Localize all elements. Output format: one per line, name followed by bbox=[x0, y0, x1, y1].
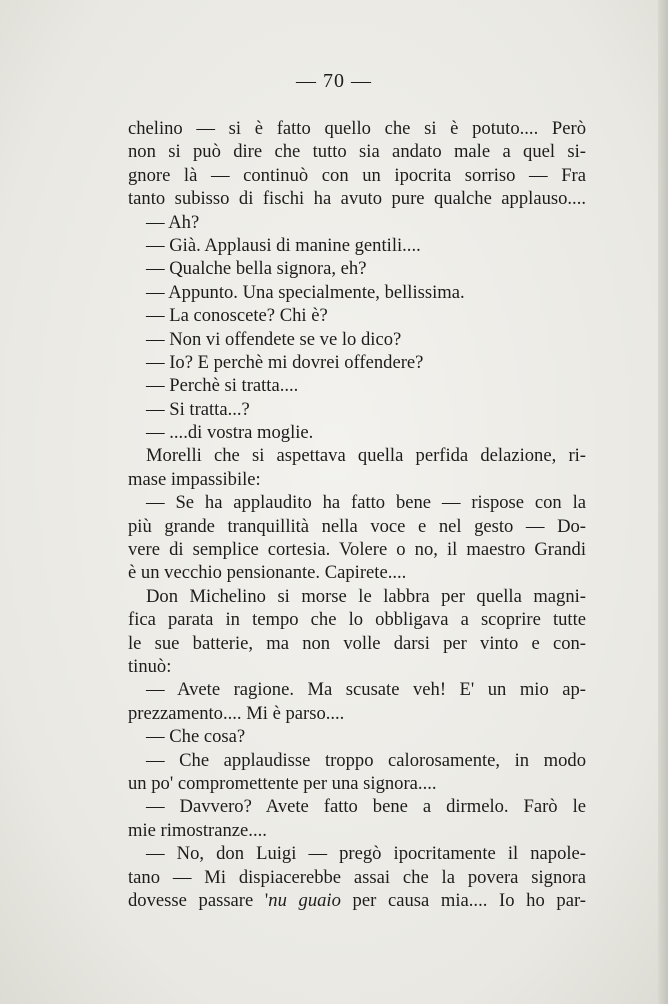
text-line: un po' compromettente per una signora.... bbox=[128, 772, 437, 794]
text-line: — Già. Applausi di manine gentili.... bbox=[146, 234, 421, 256]
text-line: è un vecchio pensionante. Capirete.... bbox=[128, 562, 407, 584]
text-line: mase impassibile: bbox=[128, 468, 261, 490]
text-line: Don Michelino si morse le labbra per quella magni- bbox=[146, 585, 586, 607]
text-line: — Che applaudisse troppo calorosamente, in modo bbox=[146, 749, 586, 771]
text-line: — Avete ragione. Ma scusate veh! E' un mio ap- bbox=[146, 679, 586, 701]
text-line: — No, don Luigi — pregò ipocritamente il napole- bbox=[146, 843, 586, 865]
text-line: — Io? E perchè mi dovrei offendere? bbox=[146, 351, 424, 373]
text-line: tanto subisso di fischi ha avuto pure qualche applauso.... bbox=[128, 188, 586, 210]
text-line: — La conoscete? Chi è? bbox=[146, 305, 328, 327]
text-line: non si può dire che tutto sia andato male a quel si- bbox=[128, 141, 586, 163]
page-edge-shadow bbox=[658, 0, 668, 1004]
text-line: — Se ha applaudito ha fatto bene — rispose con la bbox=[146, 492, 586, 514]
text-line: mie rimostranze.... bbox=[128, 819, 267, 841]
italic-dialect-phrase: nu guaio bbox=[268, 889, 341, 911]
text-line: — ....di vostra moglie. bbox=[146, 422, 314, 444]
text-line: prezzamento.... Mi è parso.... bbox=[128, 702, 345, 724]
text-line: — Ah? bbox=[146, 211, 200, 233]
text-line: più grande tranquillità nella voce e nel gesto — Do- bbox=[128, 515, 586, 537]
text-line: tinuò: bbox=[128, 655, 172, 677]
text-line: gnore là — continuò con un ipocrita sorriso — Fra bbox=[128, 164, 586, 186]
body-text bbox=[128, 117, 586, 912]
text-line: — Si tratta...? bbox=[146, 398, 250, 420]
text-line: Morelli che si aspettava quella perfida delazione, ri- bbox=[146, 445, 586, 467]
text-line: tano — Mi dispiacerebbe assai che la povera signora bbox=[128, 866, 586, 888]
text-line: chelino — si è fatto quello che si è potuto.... Però bbox=[128, 118, 586, 139]
text-line: — Davvero? Avete fatto bene a dirmelo. Farò le bbox=[146, 796, 586, 818]
text-line: — Che cosa? bbox=[146, 726, 246, 748]
text-line: — Perchè si tratta.... bbox=[146, 375, 299, 397]
text-fragment: per causa mia.... Io ho par- bbox=[340, 889, 586, 911]
page-number: — 70 — bbox=[296, 70, 372, 92]
text-line: vere di semplice cortesia. Volere o no, il maestro Grandi bbox=[128, 539, 586, 561]
text-line: le sue batterie, ma non volle darsi per vinto e con- bbox=[128, 632, 586, 654]
text-line: — Non vi offendete se ve lo dico? bbox=[146, 328, 402, 350]
text-line bbox=[128, 889, 586, 912]
text-line: fica parata in tempo che lo obbligava a scoprire tutte bbox=[128, 609, 586, 631]
text-fragment: dovesse passare ' bbox=[128, 889, 269, 911]
text-line: — Qualche bella signora, eh? bbox=[146, 258, 367, 280]
text-line: — Appunto. Una specialmente, bellissima. bbox=[146, 281, 465, 303]
